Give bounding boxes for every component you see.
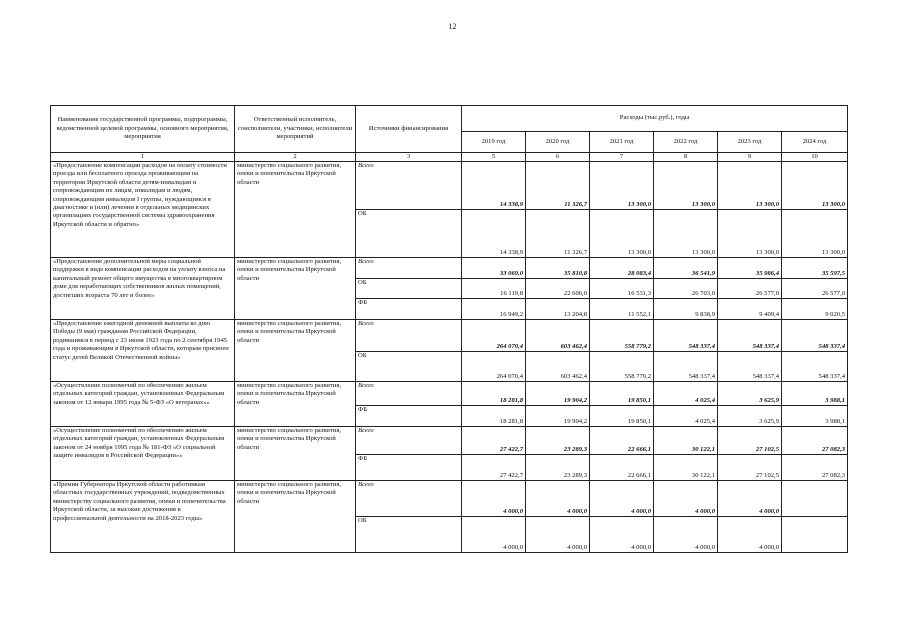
expense-value: 3 988,1 [782, 382, 848, 406]
expense-value: 4 000,0 [654, 481, 718, 517]
header-source: Источники финансирования [356, 106, 462, 153]
column-number: 8 [654, 153, 718, 162]
expense-value: 264 070,4 [462, 352, 526, 382]
table-row [51, 162, 848, 210]
executor: министерство социального развития, опеки и попечительства Иркутской области [235, 258, 356, 320]
expense-value: 35 597,5 [782, 258, 848, 279]
expense-value: 3 625,9 [718, 382, 782, 406]
header-year: 2020 год [526, 132, 590, 153]
measure-name: «Предоставление ежегодной денежной выплаты ко дню Победы (9 мая) гражданам Российской Федерации, родившимся в период с 23 июня 1923 года по 2 сентября 1945 года и проживающим в Иркутской области, которым присвоен статус детей Великой Отечественной войны» [51, 320, 235, 382]
expense-value: 4 025,4 [654, 406, 718, 427]
funding-source: Всего [356, 481, 462, 517]
column-number: 9 [718, 153, 782, 162]
measure-name: «Премии Губернатора Иркутской области работникам областных государственных учреждений, подведомственных министерству социального развития, опеки и попечительства Иркутской области, за высокие достижения в профессиональной деятельности на 2018-2023 годы» [51, 481, 235, 553]
expense-value: 11 552,1 [590, 299, 654, 320]
expense-value: 16 119,8 [462, 279, 526, 299]
expense-value: 18 281,8 [462, 406, 526, 427]
expense-value: 27 102,5 [718, 427, 782, 455]
expense-value: 13 300,0 [718, 162, 782, 210]
expense-value: 603 462,4 [526, 352, 590, 382]
expense-value [782, 481, 848, 517]
measure-name: «Предоставление дополнительной меры социальной поддержки в виде компенсации расходов на уплату взноса на капитальный ремонт общего имущества в многоквартирном доме для неработающих собственников жилых помещений, достигших возраста 70 лет и более» [51, 258, 235, 320]
expense-value: 4 000,0 [654, 517, 718, 553]
expense-value [782, 517, 848, 553]
funding-source: Всего [356, 382, 462, 406]
expense-value: 19 850,1 [590, 382, 654, 406]
expense-value: 19 904,2 [526, 406, 590, 427]
expense-value: 28 083,4 [590, 258, 654, 279]
funding-source: ОБ [356, 279, 462, 299]
expense-value: 11 326,7 [526, 210, 590, 258]
funding-source: Всего [356, 427, 462, 455]
expense-value: 13 300,0 [654, 210, 718, 258]
expense-value: 26 577,0 [782, 279, 848, 299]
expense-value: 9 838,9 [654, 299, 718, 320]
funding-source: ФБ [356, 299, 462, 320]
funding-source: ФБ [356, 455, 462, 481]
expense-value: 548 337,4 [718, 320, 782, 352]
expense-value: 4 000,0 [462, 481, 526, 517]
expense-value: 30 122,1 [654, 427, 718, 455]
expense-value: 22 666,1 [590, 427, 654, 455]
expense-value: 11 326,7 [526, 162, 590, 210]
expense-value: 264 070,4 [462, 320, 526, 352]
header-year: 2023 год [718, 132, 782, 153]
expense-value: 4 000,0 [526, 517, 590, 553]
expense-value: 548 337,4 [654, 352, 718, 382]
measure-name: «Осуществление полномочий по обеспечению жильем отдельных категорий граждан, установленных Федеральным законом от 12 января 1995 года № 5-ФЗ «О ветеранах»» [51, 382, 235, 427]
expense-value: 16 531,3 [590, 279, 654, 299]
column-number: 3 [356, 153, 462, 162]
expense-value: 548 337,4 [782, 320, 848, 352]
table-row [51, 427, 848, 455]
header-year: 2024 год [782, 132, 848, 153]
expense-value: 548 337,4 [654, 320, 718, 352]
header-executor: Ответственный исполнитель, соисполнители, участники, исполнители мероприятий [235, 106, 356, 153]
header-year: 2022 год [654, 132, 718, 153]
expense-value: 27 102,5 [718, 455, 782, 481]
expense-value: 22 606,0 [526, 279, 590, 299]
expense-value: 33 069,0 [462, 258, 526, 279]
expense-value: 18 281,8 [462, 382, 526, 406]
expense-value: 9 020,5 [782, 299, 848, 320]
expense-value: 4 000,0 [526, 481, 590, 517]
expense-value: 23 289,3 [526, 455, 590, 481]
measure-name: «Осуществление полномочий по обеспечению жильем отдельных категорий граждан, установленных Федеральным законом от 24 ноября 1995 года № 181-ФЗ «О социальной защите инвалидов в Российской Федерации»» [51, 427, 235, 481]
expense-value: 3 625,9 [718, 406, 782, 427]
expense-value: 26 703,0 [654, 279, 718, 299]
header-year: 2019 год [462, 132, 526, 153]
funding-source: Всего [356, 258, 462, 279]
expense-value: 16 949,2 [462, 299, 526, 320]
expense-value: 3 988,1 [782, 406, 848, 427]
expense-value: 13 300,0 [590, 210, 654, 258]
header-name: Наименование государственной программы, подпрограммы, ведомственной целевой программы, основного мероприятия, мероприятия [51, 106, 235, 153]
table-row [51, 320, 848, 352]
expense-value: 19 850,1 [590, 406, 654, 427]
column-number: 7 [590, 153, 654, 162]
funding-source: ОБ [356, 210, 462, 258]
header-expenses: Расходы (тыс.руб.), годы [462, 106, 848, 132]
expense-value: 22 666,1 [590, 455, 654, 481]
expense-value: 13 300,0 [782, 210, 848, 258]
executor: министерство социального развития, опеки и попечительства Иркутской области [235, 162, 356, 258]
expense-value: 36 541,9 [654, 258, 718, 279]
expense-value: 4 025,4 [654, 382, 718, 406]
expense-value: 13 300,0 [782, 162, 848, 210]
expense-value: 35 810,8 [526, 258, 590, 279]
table-row [51, 481, 848, 517]
expense-value: 30 122,1 [654, 455, 718, 481]
expense-value: 4 000,0 [590, 481, 654, 517]
expense-value: 13 204,8 [526, 299, 590, 320]
table-row [51, 382, 848, 406]
expense-value: 27 422,7 [462, 455, 526, 481]
expense-value: 19 904,2 [526, 382, 590, 406]
expense-value: 14 338,9 [462, 210, 526, 258]
funding-source: ОБ [356, 517, 462, 553]
expenses-table [50, 105, 848, 553]
funding-source: Всего [356, 162, 462, 210]
executor: министерство социального развития, опеки и попечительства Иркутской области [235, 382, 356, 427]
expense-value: 27 082,3 [782, 427, 848, 455]
expense-value: 27 422,7 [462, 427, 526, 455]
expense-value: 9 409,4 [718, 299, 782, 320]
funding-source: Всего [356, 320, 462, 352]
executor: министерство социального развития, опеки и попечительства Иркутской области [235, 320, 356, 382]
funding-source: ОБ [356, 352, 462, 382]
measure-name: «Предоставление компенсации расходов на оплату стоимости проезда или бесплатного проезда проживающим на территории Иркутской области детям-инвалидам и сопровождающим их лицам, инвалидам и людям, сопровождающим инвалидов I группы, нуждающимся в диагностике и (или) лечении в отдельных медицинских организациях государственной системы здравоохранения Иркутской области и обратно» [51, 162, 235, 258]
expense-value: 26 577,0 [718, 279, 782, 299]
expense-value: 27 082,3 [782, 455, 848, 481]
expense-value: 4 000,0 [718, 481, 782, 517]
expense-value: 548 337,4 [718, 352, 782, 382]
executor: министерство социального развития, опеки и попечительства Иркутской области [235, 427, 356, 481]
column-number: 5 [462, 153, 526, 162]
column-number: 2 [235, 153, 356, 162]
expense-value: 558 779,2 [590, 352, 654, 382]
expense-value: 23 289,3 [526, 427, 590, 455]
expense-value: 13 300,0 [654, 162, 718, 210]
expense-value: 14 338,9 [462, 162, 526, 210]
expense-value: 558 779,2 [590, 320, 654, 352]
expense-value: 4 000,0 [718, 517, 782, 553]
expense-value: 4 000,0 [462, 517, 526, 553]
executor: министерство социального развития, опеки и попечительства Иркутской области [235, 481, 356, 553]
column-number: 6 [526, 153, 590, 162]
column-number: 10 [782, 153, 848, 162]
column-number: 1 [51, 153, 235, 162]
expense-value: 4 000,0 [590, 517, 654, 553]
table-row [51, 258, 848, 279]
expense-value: 548 337,4 [782, 352, 848, 382]
page-number: 12 [448, 22, 457, 31]
header-year: 2021 год [590, 132, 654, 153]
expense-value: 603 462,4 [526, 320, 590, 352]
expense-value: 35 986,4 [718, 258, 782, 279]
expense-value: 13 300,0 [590, 162, 654, 210]
expense-value: 13 300,0 [718, 210, 782, 258]
funding-source: ФБ [356, 406, 462, 427]
